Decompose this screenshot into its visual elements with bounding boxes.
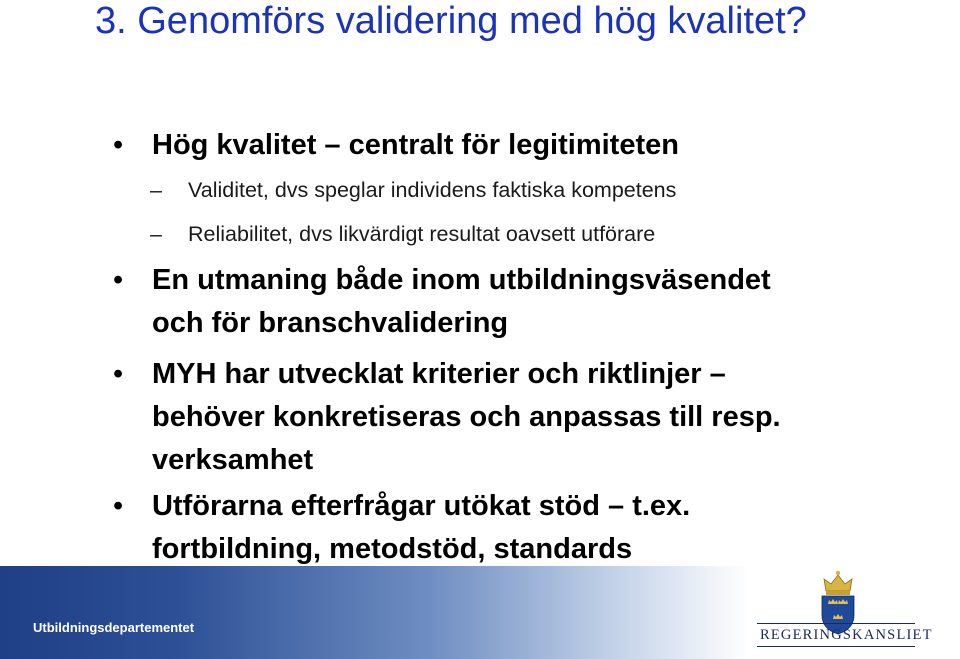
bullet-1 [113,124,942,167]
footer-band [0,566,960,659]
logo-rule-bottom [757,646,915,647]
bullet-line: En utmaning både inom utbildningsväsendet [152,264,771,296]
bullet-2 [113,259,942,345]
bullet-line: Utförarna efterfrågar utökat stöd – t.ex. [152,490,691,522]
bullet-text: Hög kvalitet – centralt för legitimiteten [152,129,679,161]
bullet-4 [113,485,942,571]
logo-wordmark: REGERINGSKANSLIET [760,627,933,643]
bullet-3 [113,353,942,482]
bullet-line: MYH har utvecklat kriterier och riktlinjer – [152,358,726,390]
dash-marker: – [150,222,162,246]
bullet-line: fortbildning, metodstöd, standards [152,533,633,565]
bullet-marker: • [113,264,124,296]
bullet-marker: • [113,358,124,390]
bullet-line: behöver konkretiseras och anpassas till resp. [152,401,781,433]
slide-title: 3. Genomförs validering med hög kvalitet? [95,0,807,42]
sub-bullet-1 [150,176,677,204]
bullet-line: och för branschvalidering [152,307,509,339]
dash-marker: – [150,178,162,202]
bullet-marker: • [113,490,124,522]
bullet-line: verksamhet [152,444,314,476]
bullet-marker: • [113,129,124,161]
crown-shield-three-crowns-icon [818,569,858,635]
sub-bullet-2 [150,220,656,248]
sub-bullet-text: Validitet, dvs speglar individens faktiska kompetens [188,178,677,202]
department-name: Utbildningsdepartementet [33,620,195,635]
sub-bullet-text: Reliabilitet, dvs likvärdigt resultat oavsett utförare [188,222,656,246]
logo-rule-top [757,623,915,624]
